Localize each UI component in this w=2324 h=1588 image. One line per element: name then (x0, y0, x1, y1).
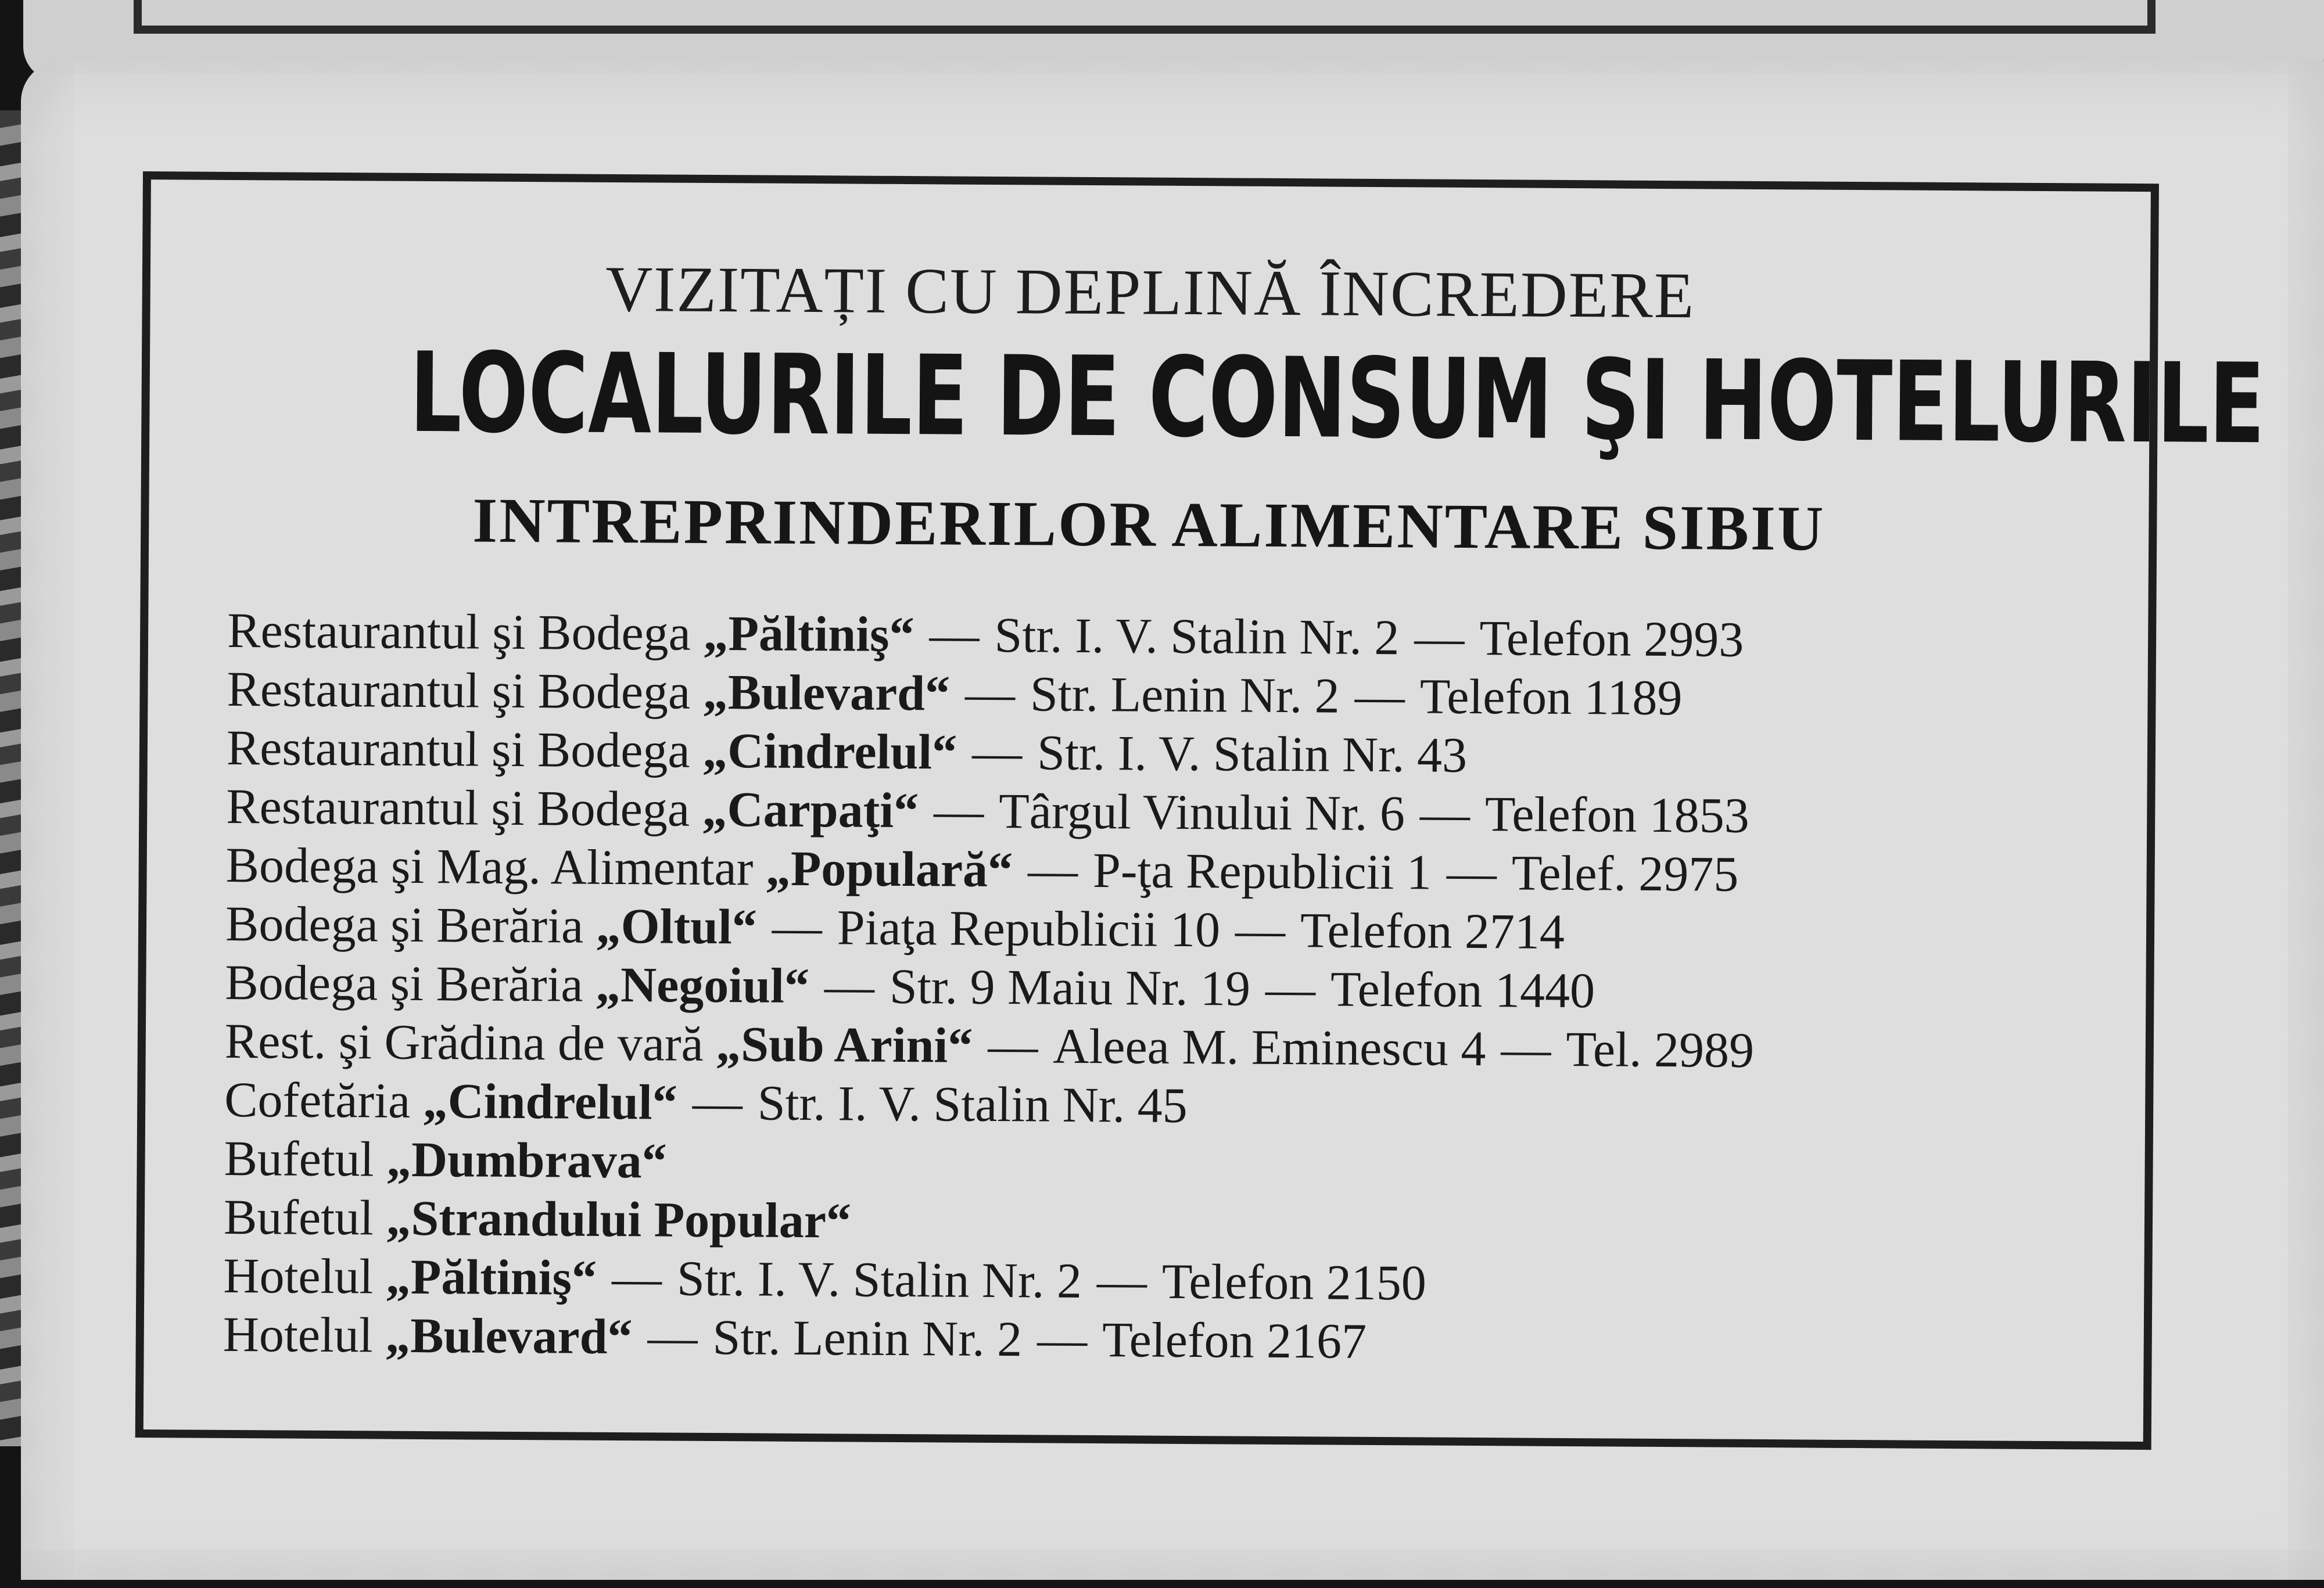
venue-row (224, 1070, 2142, 1141)
venue-row (226, 777, 2144, 847)
venue-phone: Telefon 1853 (1484, 786, 1750, 843)
headline-tagline: VIZITAȚI CU DEPLINĂ ÎNCREDERE (605, 253, 1695, 332)
venue-row (224, 1188, 2142, 1258)
venue-name: „Oltul“ (596, 897, 758, 955)
separator: — (1096, 1253, 1147, 1309)
venue-list (223, 601, 2144, 1375)
venue-name: „Dumbrava“ (386, 1131, 667, 1189)
venue-phone: Telefon 2714 (1300, 902, 1565, 960)
venue-name: „Bulevard“ (385, 1307, 633, 1365)
venue-name: „Strandului Popular“ (386, 1190, 852, 1249)
venue-name: „Negoiul“ (595, 956, 810, 1014)
venue-type: Bodega şi Mag. Alimentar (225, 836, 754, 896)
separator: — (692, 1074, 743, 1131)
venue-row (223, 1305, 2140, 1375)
venue-phone: Telefon 2993 (1479, 610, 1744, 667)
separator: — (971, 724, 1023, 781)
separator: — (964, 665, 1016, 722)
venue-type: Cofetăria (224, 1071, 411, 1129)
venue-address: Str. Lenin Nr. 2 (712, 1309, 1023, 1367)
venue-phone: Tel. 2989 (1566, 1021, 1755, 1078)
venue-name: „Sub Arini“ (715, 1016, 973, 1073)
venue-address: Str. I. V. Stalin Nr. 43 (1037, 724, 1468, 783)
venue-address: P-ţa Republicii 1 (1092, 842, 1432, 900)
venue-phone: Telef. 2975 (1511, 845, 1739, 902)
venue-address: Str. Lenin Nr. 2 (1030, 666, 1340, 724)
separator: — (1265, 960, 1316, 1017)
venue-name: „Păltiniş“ (385, 1248, 597, 1306)
separator: — (1235, 901, 1286, 958)
venue-row (224, 1129, 2142, 1199)
separator: — (1027, 842, 1078, 898)
venue-phone: Telefon 2167 (1102, 1312, 1367, 1369)
venue-address: Piaţa Republicii 10 (837, 899, 1221, 958)
separator: — (1354, 667, 1405, 724)
separator: — (1419, 785, 1471, 842)
venue-type: Restaurantul şi Bodega (227, 602, 691, 661)
venue-name: „Cindrelul“ (422, 1072, 678, 1130)
separator: — (647, 1309, 698, 1365)
venue-type: Bodega şi Berăria (225, 954, 583, 1012)
separator: — (772, 899, 823, 955)
headline-main: LOCALURILE DE CONSUM ŞI HOTELURILE (409, 328, 2265, 469)
venue-address: Str. I. V. Stalin Nr. 45 (757, 1075, 1188, 1134)
separator: — (929, 606, 980, 663)
venue-type: Bufetul (224, 1130, 374, 1187)
venue-type: Bodega şi Berăria (225, 895, 584, 954)
venue-type: Hotelul (223, 1306, 374, 1363)
ad-frame (135, 171, 2265, 1450)
advertisement (144, 179, 2265, 1442)
venue-address: Str. 9 Maiu Nr. 19 (889, 958, 1251, 1016)
venue-row (227, 660, 2144, 730)
venue-type: Bufetul (223, 1188, 374, 1246)
venue-type: Restaurantul şi Bodega (227, 660, 691, 720)
venue-row (225, 836, 2143, 906)
separator: — (824, 958, 875, 1014)
venue-phone: Telefon 1189 (1419, 668, 1683, 726)
venue-type: Rest. şi Grădina de vară (224, 1012, 704, 1072)
venue-row (225, 953, 2143, 1023)
separator: — (1414, 609, 1465, 666)
venue-address: Str. I. V. Stalin Nr. 2 (994, 606, 1400, 666)
separator: — (611, 1249, 662, 1306)
venue-row (223, 1246, 2141, 1317)
venue-row (227, 601, 2145, 671)
separator: — (933, 782, 984, 839)
separator: — (988, 1017, 1038, 1074)
previous-page-frame (134, 0, 2156, 34)
separator: — (1501, 1021, 1551, 1077)
separator: — (1037, 1311, 1088, 1367)
venue-type: Hotelul (223, 1247, 374, 1305)
venue-type: Restaurantul şi Bodega (226, 778, 690, 837)
booklet-page (21, 61, 2324, 1580)
venue-address: Str. I. V. Stalin Nr. 2 (676, 1250, 1082, 1309)
venue-type: Restaurantul şi Bodega (226, 719, 690, 778)
venue-row (225, 1012, 2143, 1082)
venue-phone: Telefon 1440 (1330, 961, 1595, 1019)
venue-address: Aleea M. Eminescu 4 (1053, 1018, 1486, 1077)
venue-name: „Populară“ (765, 840, 1013, 898)
separator: — (1446, 844, 1497, 901)
venue-phone: Telefon 2150 (1161, 1253, 1427, 1311)
venue-address: Târgul Vinului Nr. 6 (998, 783, 1405, 842)
venue-row (225, 894, 2143, 965)
headline-organization: INTREPRINDERILOR ALIMENTARE SIBIU (472, 484, 1826, 564)
venue-name: „Carpaţi“ (702, 781, 919, 839)
venue-name: „Cindrelul“ (702, 722, 957, 780)
venue-name: „Păltiniş“ (703, 605, 914, 663)
venue-row (227, 718, 2144, 789)
venue-name: „Bulevard“ (702, 663, 951, 721)
